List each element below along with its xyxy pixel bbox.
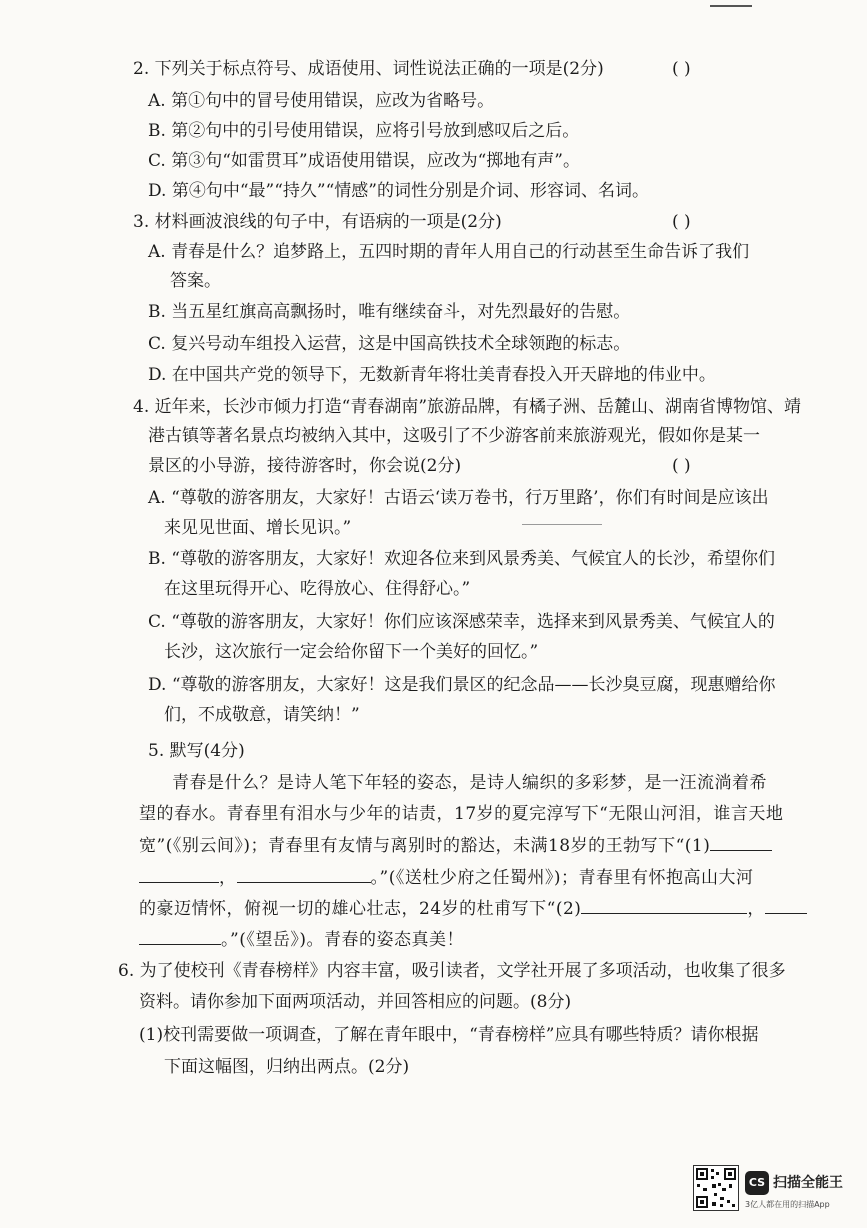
scan-smudge (522, 524, 602, 525)
blank-1c[interactable] (237, 866, 371, 883)
q2-option-a: A. 第①句中的冒号使用错误，应改为省略号。 (148, 91, 495, 111)
q3-answer-paren: ( ) (672, 212, 691, 232)
q3-stem: 3. 材料画波浪线的句子中，有语病的一项是(2分) (133, 212, 502, 232)
q4-option-d-line1: D. “尊敬的游客朋友，大家好！这是我们景区的纪念品——长沙臭豆腐，现惠赠给你 (148, 675, 776, 695)
camscanner-logo-icon: CS (745, 1171, 769, 1195)
blank-2a[interactable] (581, 897, 747, 914)
blank-2c[interactable] (139, 928, 221, 945)
q2-stem: 2. 下列关于标点符号、成语使用、词性说法正确的一项是(2分) (133, 59, 604, 79)
q5-stem: 5. 默写(4分) (148, 741, 245, 761)
q5-text-line4-text: 。”(《送杜少府之任蜀州》)；青春里有怀抱高山大河 (370, 868, 754, 888)
q5-text-line3-text: 宽”(《别云间》)；青春里有友情与离别时的豁达，未满18岁的王勃写下“(1) (139, 836, 711, 856)
q3-option-a-line2: 答案。 (170, 271, 221, 291)
q5-text-line4 (139, 866, 753, 889)
q5-text-line5-text: 的豪迈情怀，俯视一切的雄心壮志，24岁的杜甫写下“(2) (139, 899, 582, 919)
q5-text-line6-text: 。”(《望岳》)。青春的姿态真美！ (221, 930, 464, 950)
q5-text-line1: 青春是什么？是诗人笔下年轻的姿态，是诗人编织的多彩梦，是一汪流淌着希 (172, 773, 767, 793)
q4-stem-line1: 4. 近年来，长沙市倾力打造“青春湖南”旅游品牌，有橘子洲、岳麓山、湖南省博物馆、靖 (133, 397, 802, 417)
q3-option-d: D. 在中国共产党的领导下，无数新青年将壮美青春投入开天辟地的伟业中。 (148, 365, 716, 385)
q3-option-b: B. 当五星红旗高高飘扬时，唯有继续奋斗，对先烈最好的告慰。 (148, 302, 631, 322)
q5-text-line6 (139, 928, 464, 951)
q6-sub1-line2: 下面这幅图，归纳出两点。(2分) (164, 1057, 410, 1077)
q5-comma-2: ， (747, 899, 765, 919)
q4-option-b-line1: B. “尊敬的游客朋友，大家好！欢迎各位来到风景秀美、气候宜人的长沙，希望你们 (148, 549, 775, 569)
q4-stem-line2: 港古镇等著名景点均被纳入其中，这吸引了不少游客前来旅游观光，假如你是某一 (148, 426, 760, 446)
q6-sub1-line1: (1)校刊需要做一项调查，了解在青年眼中，“青春榜样”应具有哪些特质？请你根据 (139, 1025, 759, 1045)
q4-option-a-line1: A. “尊敬的游客朋友，大家好！古语云‘读万卷书，行万里路’，你们有时间是应该出 (148, 488, 769, 508)
q4-option-d-line2: 们，不成敬意，请笑纳！” (164, 705, 360, 725)
q2-option-b: B. 第②句中的引号使用错误，应将引号放到感叹后之后。 (148, 121, 580, 141)
q4-answer-paren: ( ) (672, 456, 691, 476)
brand-name: 扫描全能王 (773, 1175, 843, 1191)
q2-option-c: C. 第③句“如雷贯耳”成语使用错误，应改为“掷地有声”。 (148, 151, 580, 171)
qr-code-icon (693, 1165, 739, 1211)
brand-tagline: 3亿人都在用的扫描App (745, 1200, 830, 1209)
q5-comma-1: ， (219, 868, 237, 888)
q3-option-a-line1: A. 青春是什么？追梦路上，五四时期的青年人用自己的行动甚至生命告诉了我们 (148, 242, 750, 262)
q4-stem-line3: 景区的小导游，接待游客时，你会说(2分) (148, 456, 462, 476)
q4-option-a-line2: 来见见世面、增长见识。” (164, 518, 352, 538)
q6-stem-line1: 6. 为了使校刊《青春榜样》内容丰富，吸引读者，文学社开展了多项活动，也收集了很多 (118, 961, 786, 981)
q4-option-c-line1: C. “尊敬的游客朋友，大家好！你们应该深感荣幸，选择来到风景秀美、气候宜人的 (148, 612, 775, 632)
q4-option-b-line2: 在这里玩得开心、吃得放心、住得舒心。” (164, 579, 471, 599)
q4-option-c-line2: 长沙，这次旅行一定会给你留下一个美好的回忆。” (164, 642, 539, 662)
blank-1a[interactable] (710, 834, 772, 851)
scanner-watermark (693, 1165, 858, 1223)
q5-text-line5 (139, 897, 807, 920)
q2-option-d: D. 第④句中“最”“持久”“情感”的词性分别是介词、形容词、名词。 (148, 181, 649, 201)
blank-1b[interactable] (139, 866, 219, 883)
q3-option-c: C. 复兴号动车组投入运营，这是中国高铁技术全球领跑的标志。 (148, 334, 631, 354)
blank-2b[interactable] (765, 897, 807, 914)
q5-text-line2: 望的春水。青春里有泪水与少年的诘责，17岁的夏完淳写下“无限山河泪，谁言天地 (139, 804, 784, 824)
q6-stem-line2: 资料。请你参加下面两项活动，并回答相应的问题。(8分) (139, 992, 572, 1012)
q2-answer-paren: ( ) (672, 59, 691, 79)
scan-edge-mark (710, 5, 752, 7)
q5-text-line3 (139, 834, 772, 857)
